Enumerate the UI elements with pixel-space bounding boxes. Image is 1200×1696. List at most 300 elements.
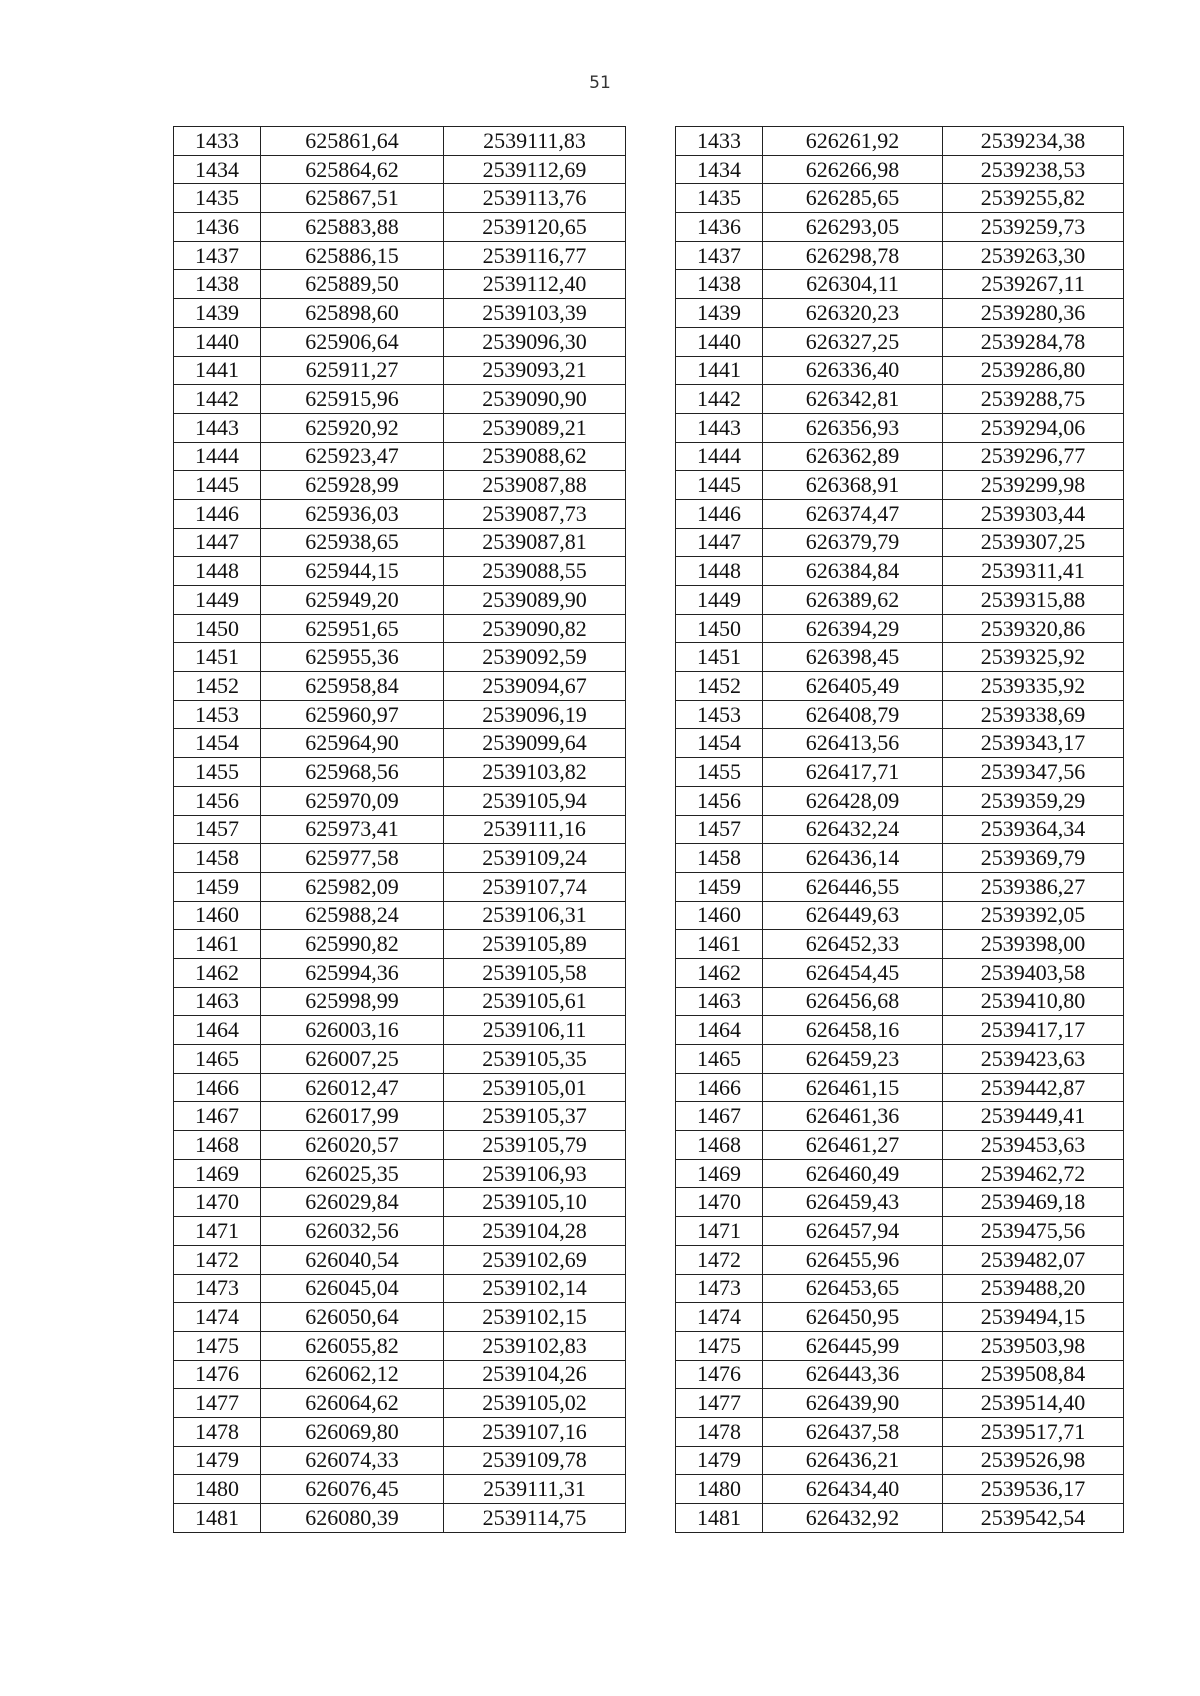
point-number-cell: 1445 — [174, 471, 261, 500]
y-coordinate-cell: 2539423,63 — [943, 1045, 1124, 1074]
point-number-cell: 1452 — [174, 672, 261, 701]
column-gap-cell — [626, 499, 676, 528]
point-number-cell: 1481 — [676, 1504, 763, 1533]
coordinates-table-body — [174, 127, 1124, 1533]
column-gap-cell — [626, 213, 676, 242]
column-gap-cell — [626, 930, 676, 959]
point-number-cell: 1475 — [676, 1331, 763, 1360]
coordinates-table — [173, 126, 1124, 1533]
y-coordinate-cell: 2539417,17 — [943, 1016, 1124, 1045]
x-coordinate-cell: 626389,62 — [763, 586, 943, 615]
point-number-cell: 1450 — [676, 614, 763, 643]
table-row — [174, 872, 1124, 901]
x-coordinate-cell: 625988,24 — [261, 901, 444, 930]
y-coordinate-cell: 2539111,16 — [444, 815, 626, 844]
x-coordinate-cell: 626459,43 — [763, 1188, 943, 1217]
y-coordinate-cell: 2539488,20 — [943, 1274, 1124, 1303]
x-coordinate-cell: 626457,94 — [763, 1217, 943, 1246]
table-row — [174, 844, 1124, 873]
y-coordinate-cell: 2539475,56 — [943, 1217, 1124, 1246]
x-coordinate-cell: 626417,71 — [763, 758, 943, 787]
x-coordinate-cell: 625968,56 — [261, 758, 444, 787]
column-gap-cell — [626, 471, 676, 500]
table-row — [174, 557, 1124, 586]
point-number-cell: 1468 — [676, 1131, 763, 1160]
point-number-cell: 1478 — [676, 1417, 763, 1446]
point-number-cell: 1476 — [174, 1360, 261, 1389]
point-number-cell: 1440 — [174, 327, 261, 356]
point-number-cell: 1460 — [676, 901, 763, 930]
point-number-cell: 1462 — [174, 958, 261, 987]
y-coordinate-cell: 2539288,75 — [943, 385, 1124, 414]
x-coordinate-cell: 626461,15 — [763, 1073, 943, 1102]
x-coordinate-cell: 626374,47 — [763, 499, 943, 528]
point-number-cell: 1463 — [174, 987, 261, 1016]
x-coordinate-cell: 626461,27 — [763, 1131, 943, 1160]
point-number-cell: 1451 — [174, 643, 261, 672]
column-gap-cell — [626, 1131, 676, 1160]
x-coordinate-cell: 626394,29 — [763, 614, 943, 643]
point-number-cell: 1450 — [174, 614, 261, 643]
column-gap-cell — [626, 815, 676, 844]
x-coordinate-cell: 625960,97 — [261, 700, 444, 729]
point-number-cell: 1459 — [174, 872, 261, 901]
point-number-cell: 1441 — [676, 356, 763, 385]
x-coordinate-cell: 625889,50 — [261, 270, 444, 299]
x-coordinate-cell: 626452,33 — [763, 930, 943, 959]
column-gap-cell — [626, 1389, 676, 1418]
table-row — [174, 327, 1124, 356]
column-gap-cell — [626, 1417, 676, 1446]
page-number: 51 — [589, 73, 611, 93]
point-number-cell: 1470 — [174, 1188, 261, 1217]
y-coordinate-cell: 2539299,98 — [943, 471, 1124, 500]
table-row — [174, 1073, 1124, 1102]
column-gap-cell — [626, 901, 676, 930]
x-coordinate-cell: 625938,65 — [261, 528, 444, 557]
x-coordinate-cell: 626040,54 — [261, 1245, 444, 1274]
y-coordinate-cell: 2539090,82 — [444, 614, 626, 643]
y-coordinate-cell: 2539267,11 — [943, 270, 1124, 299]
x-coordinate-cell: 626454,45 — [763, 958, 943, 987]
point-number-cell: 1436 — [174, 213, 261, 242]
table-row — [174, 1016, 1124, 1045]
point-number-cell: 1467 — [676, 1102, 763, 1131]
table-row — [174, 758, 1124, 787]
x-coordinate-cell: 625883,88 — [261, 213, 444, 242]
point-number-cell: 1444 — [174, 442, 261, 471]
x-coordinate-cell: 626062,12 — [261, 1360, 444, 1389]
y-coordinate-cell: 2539105,35 — [444, 1045, 626, 1074]
y-coordinate-cell: 2539359,29 — [943, 786, 1124, 815]
point-number-cell: 1453 — [676, 700, 763, 729]
point-number-cell: 1466 — [174, 1073, 261, 1102]
x-coordinate-cell: 626436,21 — [763, 1446, 943, 1475]
y-coordinate-cell: 2539259,73 — [943, 213, 1124, 242]
column-gap-cell — [626, 1217, 676, 1246]
table-row — [174, 1446, 1124, 1475]
y-coordinate-cell: 2539442,87 — [943, 1073, 1124, 1102]
y-coordinate-cell: 2539105,79 — [444, 1131, 626, 1160]
y-coordinate-cell: 2539106,11 — [444, 1016, 626, 1045]
point-number-cell: 1480 — [174, 1475, 261, 1504]
y-coordinate-cell: 2539087,88 — [444, 471, 626, 500]
x-coordinate-cell: 626384,84 — [763, 557, 943, 586]
point-number-cell: 1477 — [174, 1389, 261, 1418]
point-number-cell: 1472 — [174, 1245, 261, 1274]
point-number-cell: 1443 — [676, 413, 763, 442]
y-coordinate-cell: 2539315,88 — [943, 586, 1124, 615]
column-gap-cell — [626, 528, 676, 557]
y-coordinate-cell: 2539369,79 — [943, 844, 1124, 873]
y-coordinate-cell: 2539088,55 — [444, 557, 626, 586]
point-number-cell: 1465 — [676, 1045, 763, 1074]
point-number-cell: 1456 — [174, 786, 261, 815]
table-row — [174, 586, 1124, 615]
x-coordinate-cell: 626045,04 — [261, 1274, 444, 1303]
x-coordinate-cell: 626064,62 — [261, 1389, 444, 1418]
y-coordinate-cell: 2539542,54 — [943, 1504, 1124, 1533]
column-gap-cell — [626, 413, 676, 442]
x-coordinate-cell: 625990,82 — [261, 930, 444, 959]
point-number-cell: 1434 — [676, 155, 763, 184]
point-number-cell: 1438 — [676, 270, 763, 299]
x-coordinate-cell: 626293,05 — [763, 213, 943, 242]
column-gap-cell — [626, 241, 676, 270]
y-coordinate-cell: 2539087,81 — [444, 528, 626, 557]
x-coordinate-cell: 626456,68 — [763, 987, 943, 1016]
point-number-cell: 1469 — [676, 1159, 763, 1188]
y-coordinate-cell: 2539286,80 — [943, 356, 1124, 385]
table-row — [174, 213, 1124, 242]
table-row — [174, 1274, 1124, 1303]
y-coordinate-cell: 2539398,00 — [943, 930, 1124, 959]
x-coordinate-cell: 625886,15 — [261, 241, 444, 270]
table-row — [174, 1360, 1124, 1389]
column-gap-cell — [626, 155, 676, 184]
table-row — [174, 127, 1124, 156]
point-number-cell: 1448 — [174, 557, 261, 586]
y-coordinate-cell: 2539453,63 — [943, 1131, 1124, 1160]
y-coordinate-cell: 2539482,07 — [943, 1245, 1124, 1274]
table-row — [174, 1131, 1124, 1160]
column-gap-cell — [626, 1303, 676, 1332]
y-coordinate-cell: 2539087,73 — [444, 499, 626, 528]
x-coordinate-cell: 625915,96 — [261, 385, 444, 414]
x-coordinate-cell: 626074,33 — [261, 1446, 444, 1475]
x-coordinate-cell: 626003,16 — [261, 1016, 444, 1045]
point-number-cell: 1458 — [676, 844, 763, 873]
point-number-cell: 1460 — [174, 901, 261, 930]
y-coordinate-cell: 2539469,18 — [943, 1188, 1124, 1217]
point-number-cell: 1455 — [174, 758, 261, 787]
column-gap-cell — [626, 643, 676, 672]
x-coordinate-cell: 626449,63 — [763, 901, 943, 930]
y-coordinate-cell: 2539104,28 — [444, 1217, 626, 1246]
point-number-cell: 1434 — [174, 155, 261, 184]
y-coordinate-cell: 2539303,44 — [943, 499, 1124, 528]
y-coordinate-cell: 2539111,31 — [444, 1475, 626, 1504]
y-coordinate-cell: 2539320,86 — [943, 614, 1124, 643]
table-row — [174, 1188, 1124, 1217]
y-coordinate-cell: 2539088,62 — [444, 442, 626, 471]
column-gap-cell — [626, 729, 676, 758]
point-number-cell: 1455 — [676, 758, 763, 787]
point-number-cell: 1456 — [676, 786, 763, 815]
y-coordinate-cell: 2539514,40 — [943, 1389, 1124, 1418]
x-coordinate-cell: 625867,51 — [261, 184, 444, 213]
x-coordinate-cell: 625920,92 — [261, 413, 444, 442]
x-coordinate-cell: 626379,79 — [763, 528, 943, 557]
table-row — [174, 643, 1124, 672]
x-coordinate-cell: 626398,45 — [763, 643, 943, 672]
table-row — [174, 700, 1124, 729]
point-number-cell: 1442 — [676, 385, 763, 414]
column-gap-cell — [626, 1073, 676, 1102]
x-coordinate-cell: 626437,58 — [763, 1417, 943, 1446]
table-row — [174, 1102, 1124, 1131]
x-coordinate-cell: 626007,25 — [261, 1045, 444, 1074]
y-coordinate-cell: 2539403,58 — [943, 958, 1124, 987]
point-number-cell: 1454 — [174, 729, 261, 758]
y-coordinate-cell: 2539386,27 — [943, 872, 1124, 901]
x-coordinate-cell: 626413,56 — [763, 729, 943, 758]
y-coordinate-cell: 2539106,93 — [444, 1159, 626, 1188]
column-gap-cell — [626, 327, 676, 356]
x-coordinate-cell: 625906,64 — [261, 327, 444, 356]
table-row — [174, 499, 1124, 528]
x-coordinate-cell: 625864,62 — [261, 155, 444, 184]
column-gap-cell — [626, 786, 676, 815]
x-coordinate-cell: 626450,95 — [763, 1303, 943, 1332]
y-coordinate-cell: 2539325,92 — [943, 643, 1124, 672]
x-coordinate-cell: 625928,99 — [261, 471, 444, 500]
x-coordinate-cell: 626050,64 — [261, 1303, 444, 1332]
x-coordinate-cell: 626461,36 — [763, 1102, 943, 1131]
point-number-cell: 1477 — [676, 1389, 763, 1418]
y-coordinate-cell: 2539107,16 — [444, 1417, 626, 1446]
column-gap-cell — [626, 385, 676, 414]
point-number-cell: 1470 — [676, 1188, 763, 1217]
y-coordinate-cell: 2539517,71 — [943, 1417, 1124, 1446]
y-coordinate-cell: 2539109,78 — [444, 1446, 626, 1475]
point-number-cell: 1461 — [676, 930, 763, 959]
x-coordinate-cell: 626428,09 — [763, 786, 943, 815]
column-gap-cell — [626, 127, 676, 156]
point-number-cell: 1479 — [676, 1446, 763, 1475]
table-row — [174, 1475, 1124, 1504]
point-number-cell: 1446 — [174, 499, 261, 528]
x-coordinate-cell: 626320,23 — [763, 299, 943, 328]
y-coordinate-cell: 2539449,41 — [943, 1102, 1124, 1131]
x-coordinate-cell: 625898,60 — [261, 299, 444, 328]
y-coordinate-cell: 2539102,69 — [444, 1245, 626, 1274]
column-gap-cell — [626, 442, 676, 471]
table-row — [174, 356, 1124, 385]
y-coordinate-cell: 2539284,78 — [943, 327, 1124, 356]
point-number-cell: 1479 — [174, 1446, 261, 1475]
y-coordinate-cell: 2539503,98 — [943, 1331, 1124, 1360]
x-coordinate-cell: 626459,23 — [763, 1045, 943, 1074]
column-gap-cell — [626, 672, 676, 701]
x-coordinate-cell: 626362,89 — [763, 442, 943, 471]
point-number-cell: 1439 — [676, 299, 763, 328]
y-coordinate-cell: 2539234,38 — [943, 127, 1124, 156]
table-row — [174, 241, 1124, 270]
table-row — [174, 442, 1124, 471]
column-gap-cell — [626, 1245, 676, 1274]
point-number-cell: 1440 — [676, 327, 763, 356]
point-number-cell: 1453 — [174, 700, 261, 729]
point-number-cell: 1446 — [676, 499, 763, 528]
point-number-cell: 1473 — [676, 1274, 763, 1303]
point-number-cell: 1444 — [676, 442, 763, 471]
table-row — [174, 528, 1124, 557]
point-number-cell: 1437 — [676, 241, 763, 270]
y-coordinate-cell: 2539392,05 — [943, 901, 1124, 930]
x-coordinate-cell: 626076,45 — [261, 1475, 444, 1504]
x-coordinate-cell: 626080,39 — [261, 1504, 444, 1533]
x-coordinate-cell: 626032,56 — [261, 1217, 444, 1246]
y-coordinate-cell: 2539120,65 — [444, 213, 626, 242]
point-number-cell: 1474 — [676, 1303, 763, 1332]
x-coordinate-cell: 626304,11 — [763, 270, 943, 299]
column-gap-cell — [626, 758, 676, 787]
column-gap-cell — [626, 356, 676, 385]
x-coordinate-cell: 625936,03 — [261, 499, 444, 528]
point-number-cell: 1451 — [676, 643, 763, 672]
table-row — [174, 155, 1124, 184]
column-gap-cell — [626, 1188, 676, 1217]
table-row — [174, 901, 1124, 930]
table-row — [174, 413, 1124, 442]
x-coordinate-cell: 625861,64 — [261, 127, 444, 156]
table-row — [174, 1045, 1124, 1074]
y-coordinate-cell: 2539307,25 — [943, 528, 1124, 557]
y-coordinate-cell: 2539116,77 — [444, 241, 626, 270]
table-row — [174, 1504, 1124, 1533]
table-row — [174, 385, 1124, 414]
column-gap-cell — [626, 586, 676, 615]
y-coordinate-cell: 2539113,76 — [444, 184, 626, 213]
x-coordinate-cell: 625911,27 — [261, 356, 444, 385]
y-coordinate-cell: 2539105,01 — [444, 1073, 626, 1102]
column-gap-cell — [626, 1360, 676, 1389]
x-coordinate-cell: 625970,09 — [261, 786, 444, 815]
table-row — [174, 672, 1124, 701]
y-coordinate-cell: 2539104,26 — [444, 1360, 626, 1389]
y-coordinate-cell: 2539462,72 — [943, 1159, 1124, 1188]
point-number-cell: 1476 — [676, 1360, 763, 1389]
y-coordinate-cell: 2539109,24 — [444, 844, 626, 873]
y-coordinate-cell: 2539102,14 — [444, 1274, 626, 1303]
y-coordinate-cell: 2539526,98 — [943, 1446, 1124, 1475]
x-coordinate-cell: 626432,92 — [763, 1504, 943, 1533]
point-number-cell: 1464 — [174, 1016, 261, 1045]
column-gap-cell — [626, 1045, 676, 1074]
point-number-cell: 1439 — [174, 299, 261, 328]
x-coordinate-cell: 625977,58 — [261, 844, 444, 873]
table-row — [174, 1389, 1124, 1418]
point-number-cell: 1473 — [174, 1274, 261, 1303]
x-coordinate-cell: 626356,93 — [763, 413, 943, 442]
y-coordinate-cell: 2539238,53 — [943, 155, 1124, 184]
x-coordinate-cell: 625994,36 — [261, 958, 444, 987]
column-gap-cell — [626, 1274, 676, 1303]
point-number-cell: 1441 — [174, 356, 261, 385]
column-gap-cell — [626, 1016, 676, 1045]
table-row — [174, 184, 1124, 213]
y-coordinate-cell: 2539103,39 — [444, 299, 626, 328]
point-number-cell: 1457 — [676, 815, 763, 844]
column-gap-cell — [626, 1331, 676, 1360]
point-number-cell: 1433 — [174, 127, 261, 156]
column-gap-cell — [626, 1102, 676, 1131]
point-number-cell: 1465 — [174, 1045, 261, 1074]
x-coordinate-cell: 626069,80 — [261, 1417, 444, 1446]
y-coordinate-cell: 2539255,82 — [943, 184, 1124, 213]
x-coordinate-cell: 626458,16 — [763, 1016, 943, 1045]
y-coordinate-cell: 2539089,90 — [444, 586, 626, 615]
x-coordinate-cell: 626445,99 — [763, 1331, 943, 1360]
point-number-cell: 1449 — [676, 586, 763, 615]
table-row — [174, 1245, 1124, 1274]
point-number-cell: 1463 — [676, 987, 763, 1016]
table-row — [174, 1417, 1124, 1446]
column-gap-cell — [626, 844, 676, 873]
y-coordinate-cell: 2539508,84 — [943, 1360, 1124, 1389]
y-coordinate-cell: 2539536,17 — [943, 1475, 1124, 1504]
column-gap-cell — [626, 299, 676, 328]
point-number-cell: 1454 — [676, 729, 763, 758]
x-coordinate-cell: 626020,57 — [261, 1131, 444, 1160]
y-coordinate-cell: 2539338,69 — [943, 700, 1124, 729]
point-number-cell: 1464 — [676, 1016, 763, 1045]
point-number-cell: 1468 — [174, 1131, 261, 1160]
x-coordinate-cell: 625949,20 — [261, 586, 444, 615]
x-coordinate-cell: 625951,65 — [261, 614, 444, 643]
y-coordinate-cell: 2539105,10 — [444, 1188, 626, 1217]
y-coordinate-cell: 2539107,74 — [444, 872, 626, 901]
x-coordinate-cell: 625998,99 — [261, 987, 444, 1016]
y-coordinate-cell: 2539093,21 — [444, 356, 626, 385]
y-coordinate-cell: 2539102,15 — [444, 1303, 626, 1332]
y-coordinate-cell: 2539103,82 — [444, 758, 626, 787]
table-row — [174, 614, 1124, 643]
y-coordinate-cell: 2539494,15 — [943, 1303, 1124, 1332]
point-number-cell: 1438 — [174, 270, 261, 299]
y-coordinate-cell: 2539343,17 — [943, 729, 1124, 758]
x-coordinate-cell: 626405,49 — [763, 672, 943, 701]
point-number-cell: 1445 — [676, 471, 763, 500]
x-coordinate-cell: 626055,82 — [261, 1331, 444, 1360]
column-gap-cell — [626, 1504, 676, 1533]
y-coordinate-cell: 2539094,67 — [444, 672, 626, 701]
x-coordinate-cell: 626029,84 — [261, 1188, 444, 1217]
table-row — [174, 1217, 1124, 1246]
x-coordinate-cell: 626261,92 — [763, 127, 943, 156]
point-number-cell: 1435 — [174, 184, 261, 213]
x-coordinate-cell: 626436,14 — [763, 844, 943, 873]
x-coordinate-cell: 625923,47 — [261, 442, 444, 471]
y-coordinate-cell: 2539105,58 — [444, 958, 626, 987]
point-number-cell: 1480 — [676, 1475, 763, 1504]
table-row — [174, 1331, 1124, 1360]
point-number-cell: 1459 — [676, 872, 763, 901]
y-coordinate-cell: 2539112,40 — [444, 270, 626, 299]
y-coordinate-cell: 2539105,89 — [444, 930, 626, 959]
y-coordinate-cell: 2539096,19 — [444, 700, 626, 729]
